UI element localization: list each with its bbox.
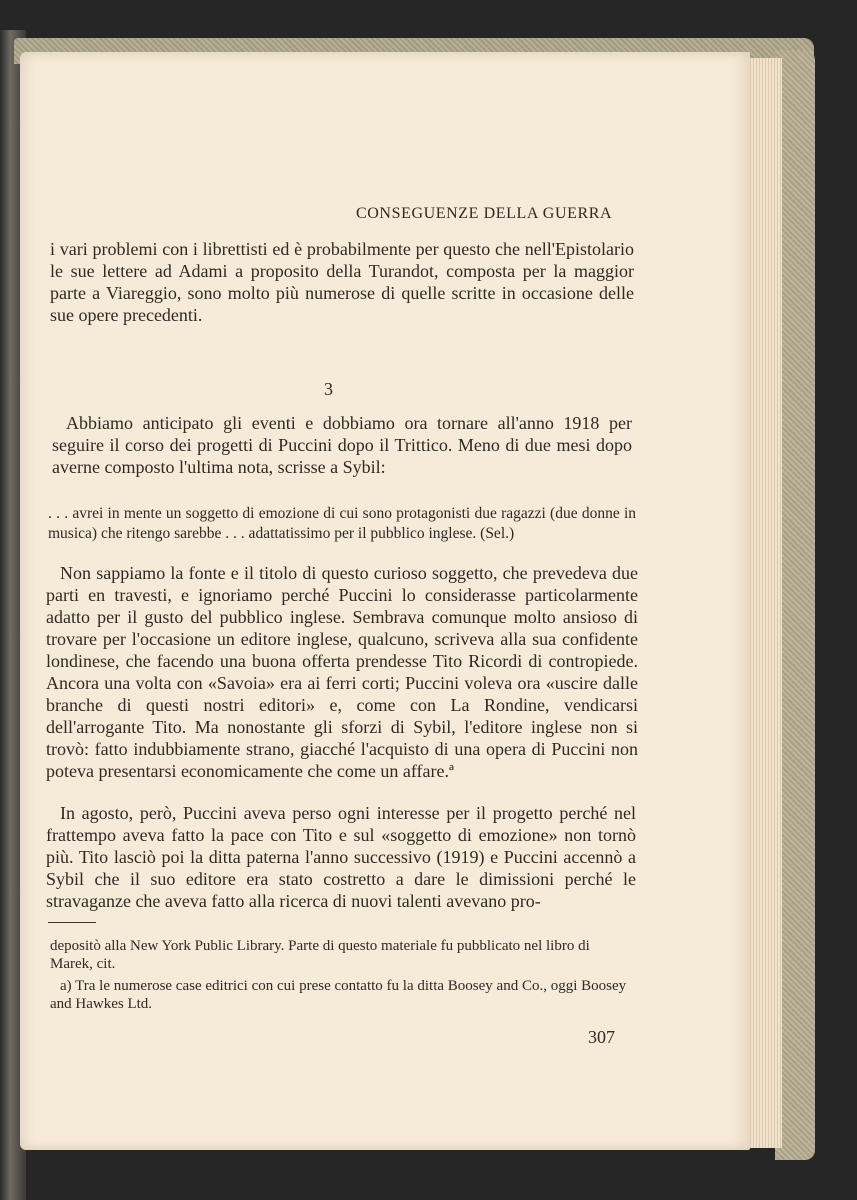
- page-number: 307: [588, 1027, 615, 1047]
- footnote-continuation: depositò alla New York Public Library. Parte di questo materiale fu pubblicato nel libro di Marek, cit.: [50, 938, 590, 972]
- paragraph-continuation: i vari problemi con i librettisti ed è probabilmente per questo che nell'Epistolario le sue lettere ad Adami a proposito della Turandot, composta per la maggior parte a Viareggio, sono molto più numerose di quelle scritte in occasione delle sue opere precedenti.: [50, 239, 634, 325]
- footnote-rule: [48, 922, 96, 923]
- block-quote: . . . avrei in mente un soggetto di emozione di cui sono protagonisti due ragazzi (due donne in musica) che ritengo sarebbe . . . adattatissimo per il pubblico inglese. (Sel.): [48, 505, 636, 542]
- paragraph-non-sappiamo: Non sappiamo la fonte e il titolo di questo curioso soggetto, che prevedeva due parti en travesti, e ignoriamo perché Puccini lo considerasse particolarmente adatto per il gusto del pubblico inglese. Sembrava comunque molto ansioso di trovare per l'occasione un editore inglese, qualcuno, scriveva alla sua confidente londinese, che facendo una buona offerta prendesse Tito Ricordi di contropiede. Ancora una volta con «Savoia» era ai ferri corti; Puccini voleva ora «uscire dalle branche di questi nostri editori» e, come con La Rondine, vendicarsi dell'arrogante Tito. Ma nonostante gli sforzi di Sybil, l'editore inglese non si trovò: fatto indubbiamente strano, giacché l'acquisto di una opera di Puccini non poteva presentarsi economicamente che come un affare.ª: [46, 563, 638, 781]
- section-number: 3: [324, 379, 333, 399]
- paragraph-in-agosto: In agosto, però, Puccini aveva perso ogni interesse per il progetto perché nel frattempo aveva fatto la pace con Tito e sul «soggetto di emozione» non tornò più. Tito lasciò poi la ditta paterna l'anno successivo (1919) e Puccini accennò a Sybil che il suo editore era stato costretto a dare le dimissioni perché le stravaganze che aveva fatto alla ricerca di nuovi talenti avevano pro-: [46, 803, 636, 911]
- running-head: CONSEGUENZE DELLA GUERRA: [356, 205, 613, 222]
- paragraph-anticipato: Abbiamo anticipato gli eventi e dobbiamo ora tornare all'anno 1918 per seguire il corso dei progetti di Puccini dopo il Trittico. Meno di due mesi dopo averne composto l'ultima nota, scrisse a Sybil:: [52, 413, 632, 477]
- footnotes: [50, 937, 630, 1013]
- footnote-a: a) Tra le numerose case editrici con cui prese contatto fu la ditta Boosey and Co., oggi Boosey and Hawkes Ltd.: [50, 978, 627, 1012]
